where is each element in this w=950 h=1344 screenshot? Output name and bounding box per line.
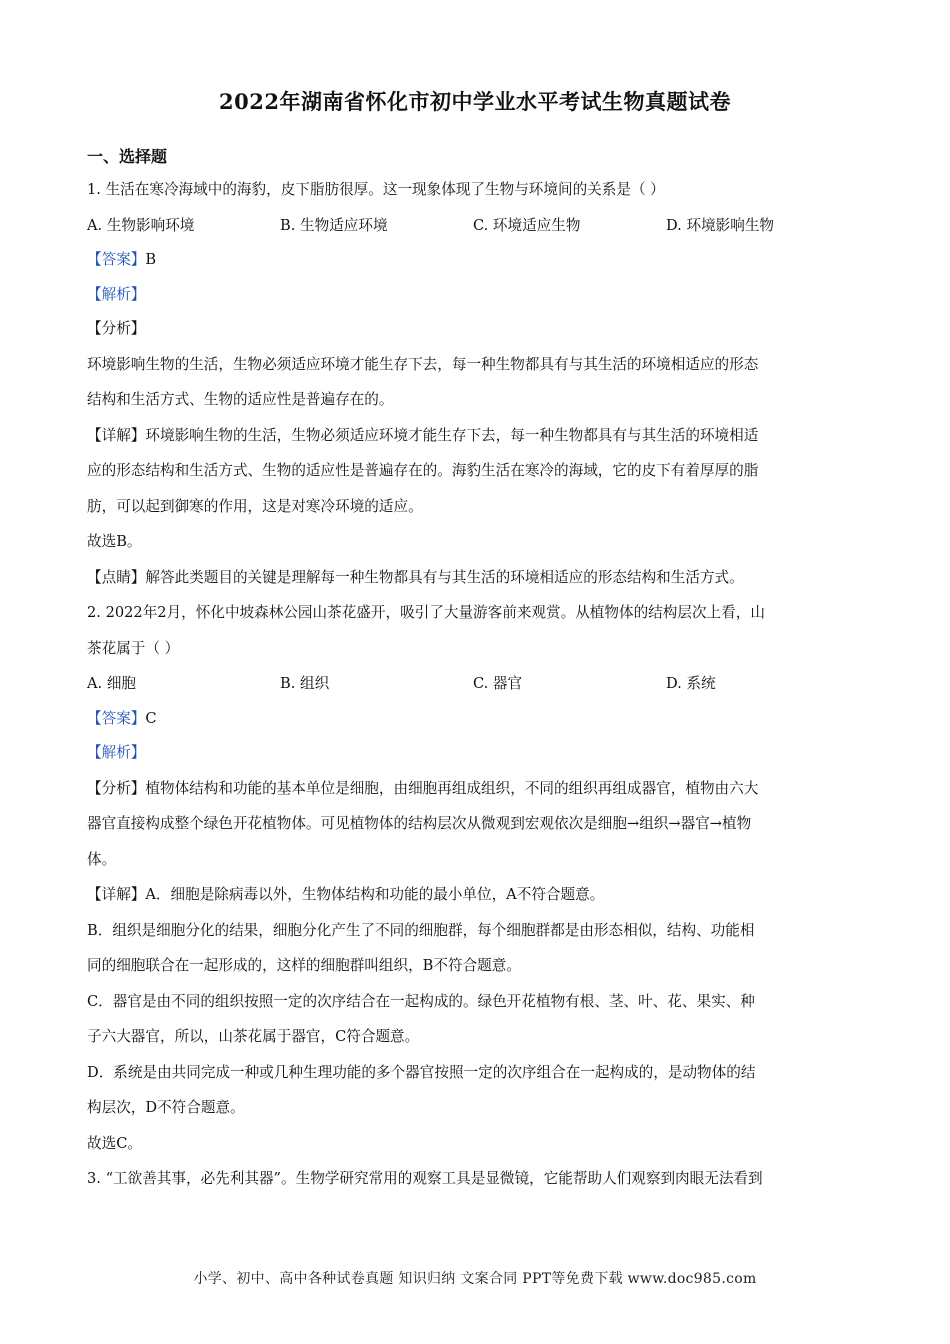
q2-stem-line: 2. 2022年2月，怀化中坡森林公园山茶花盛开，吸引了大量游客前来观赏。从植物体的结构层次上看，山 bbox=[87, 604, 765, 621]
q2-answer bbox=[87, 702, 859, 737]
analysis-tag: 【解析】 bbox=[87, 285, 146, 303]
q1-answer bbox=[87, 243, 859, 278]
q2-detail-line: B．组织是细胞分化的结果，细胞分化产生了不同的细胞群，每个细胞群都是由形态相似，结构、功能相 bbox=[87, 921, 755, 939]
q2-option-b: B. 组织 bbox=[280, 675, 330, 692]
answer-value: B bbox=[145, 251, 157, 268]
q2-detail-line: 子六大器官，所以，山茶花属于器官，C符合题意。 bbox=[87, 1028, 420, 1045]
q2-option-c: C. 器官 bbox=[473, 675, 523, 692]
q1-detail-line: 肪，可以起到御寒的作用，这是对寒冷环境的适应。 bbox=[87, 497, 423, 515]
page-footer: 小学、初中、高中各种试卷真题 知识归纳 文案合同 PPT等免费下载 www.doc985.com bbox=[193, 1271, 757, 1287]
q1-choose: 故选B。 bbox=[87, 533, 142, 550]
q1-comment: 【点睛】解答此类题目的关键是理解每一种生物都具有与其生活的环境相适应的形态结构和生活方式。 bbox=[87, 568, 744, 586]
q1-detail-line: 应的形态结构和生活方式、生物的适应性是普遍存在的。海豹生活在寒冷的海域，它的皮下有着厚厚的脂 bbox=[87, 462, 759, 479]
answer-value: C bbox=[145, 709, 157, 727]
q2-detail-line: C．器官是由不同的组织按照一定的次序结合在一起构成的。绿色开花植物有根、茎、叶、花、果实、种 bbox=[87, 992, 755, 1010]
q2-option-a: A. 细胞 bbox=[87, 675, 137, 692]
q1-options bbox=[87, 208, 859, 244]
q2-detail-line: D．系统是由共同完成一种或几种生理功能的多个器官按照一定的次序组合在一起构成的，是动物体的结 bbox=[87, 1063, 756, 1081]
q2-options bbox=[87, 666, 859, 702]
q1-analysis-tag bbox=[87, 278, 859, 313]
q2-fenxi-line: 体。 bbox=[87, 850, 117, 868]
q1-option-b: B. 生物适应环境 bbox=[280, 216, 388, 234]
detail-tag: 【详解】 bbox=[87, 426, 146, 444]
page-title: 2022年湖南省怀化市初中学业水平考试生物真题试卷 bbox=[219, 89, 731, 114]
fenxi-tag: 【分析】 bbox=[87, 779, 146, 797]
q2-choose: 故选C。 bbox=[87, 1134, 142, 1152]
q2-analysis-tag bbox=[87, 736, 859, 771]
q1-detail-line: 【详解】环境影响生物的生活，生物必须适应环境才能生存下去，每一种生物都具有与其生活的环境相适 bbox=[87, 426, 759, 444]
answer-tag: 【答案】 bbox=[87, 251, 146, 268]
q2-option-d: D. 系统 bbox=[666, 675, 716, 692]
detail-tag: 【详解】 bbox=[87, 886, 146, 903]
q1-fenxi-line: 环境影响生物的生活，生物必须适应环境才能生存下去，每一种生物都具有与其生活的环境相适应的形态 bbox=[87, 355, 759, 373]
q2-fenxi-line: 器官直接构成整个绿色开花植物体。可见植物体的结构层次从微观到宏观依次是细胞→组织→器官→植物 bbox=[87, 815, 752, 832]
q2-fenxi-line: 【分析】植物体结构和功能的基本单位是细胞，由细胞再组成组织，不同的组织再组成器官，植物由六大 bbox=[87, 779, 759, 797]
analysis-tag: 【解析】 bbox=[87, 744, 146, 761]
q1-option-c: C. 环境适应生物 bbox=[473, 216, 581, 234]
q3-stem: 3. “工欲善其事，必先利其器”。生物学研究常用的观察工具是显微镜，它能帮助人们观察到肉眼无法看到 bbox=[87, 1170, 763, 1187]
q1-stem: 1. 生活在寒冷海域中的海豹，皮下脂肪很厚。这一现象体现了生物与环境间的关系是（ ） bbox=[87, 181, 665, 198]
q2-detail-line: 同的细胞联合在一起形成的，这样的细胞群叫组织，B不符合题意。 bbox=[87, 957, 521, 974]
content-body bbox=[87, 172, 859, 1197]
q2-stem-line: 茶花属于（ ） bbox=[87, 639, 180, 657]
q2-detail-line: 构层次，D不符合题意。 bbox=[87, 1099, 245, 1116]
q1-option-a: A. 生物影响环境 bbox=[87, 216, 195, 234]
q1-fenxi-line: 结构和生活方式、生物的适应性是普遍存在的。 bbox=[87, 391, 394, 408]
section-heading: 一、选择题 bbox=[87, 147, 168, 166]
q2-detail-line: 【详解】A．细胞是除病毒以外，生物体结构和功能的最小单位，A不符合题意。 bbox=[87, 886, 605, 903]
q1-fenxi-tag: 【分析】 bbox=[87, 320, 146, 337]
q1-option-d: D. 环境影响生物 bbox=[666, 216, 775, 234]
answer-tag: 【答案】 bbox=[87, 709, 146, 727]
comment-tag: 【点睛】 bbox=[87, 568, 146, 586]
